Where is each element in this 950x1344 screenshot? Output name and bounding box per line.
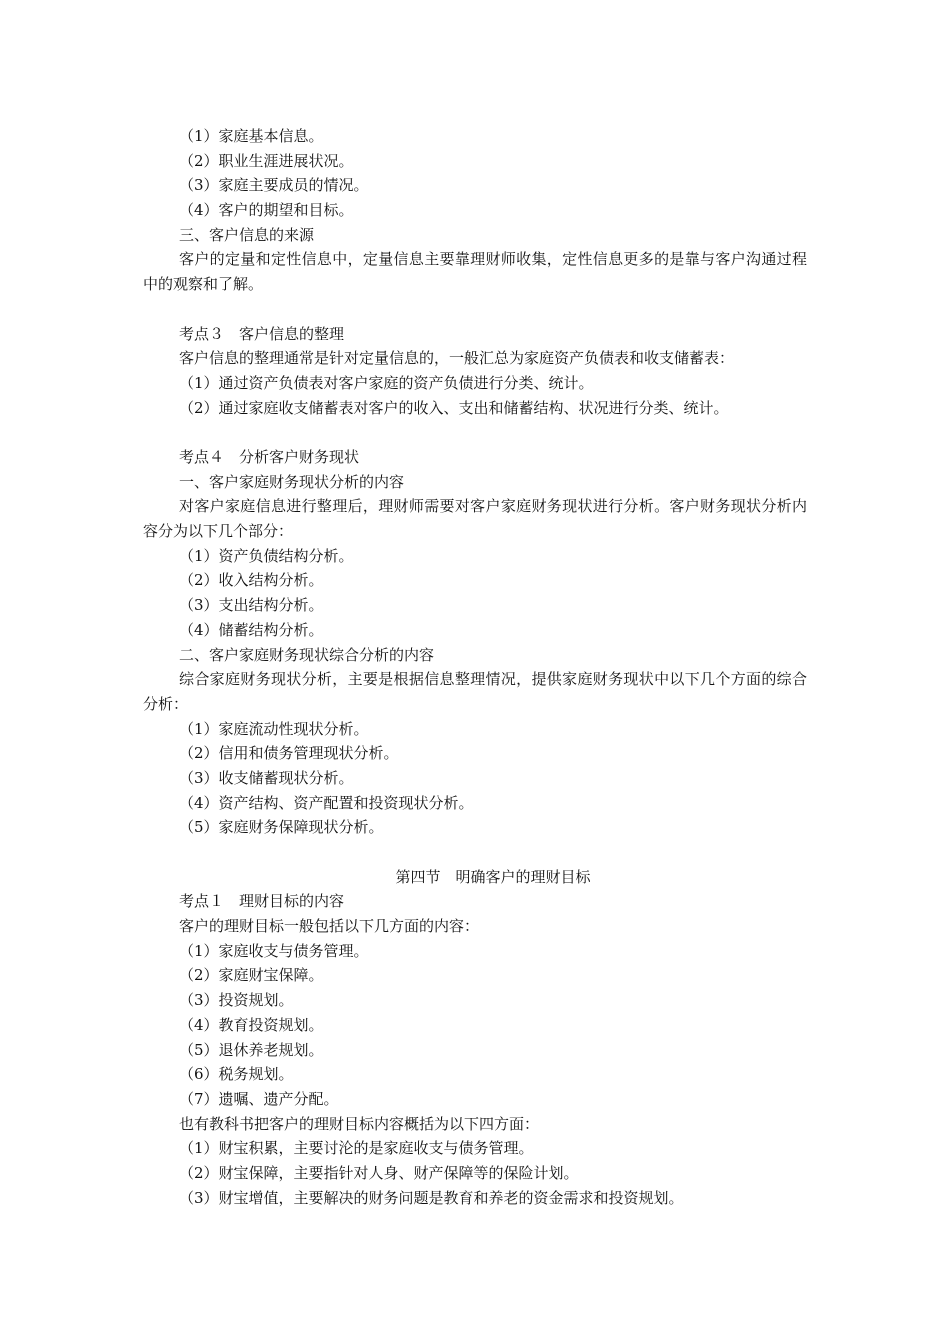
list-item: （1）家庭收支与债务管理。 — [179, 941, 369, 960]
document-body — [143, 124, 807, 1210]
list-item: （3）财宝增值，主要解决的财务问题是教育和养老的资金需求和投资规划。 — [179, 1188, 684, 1207]
paragraph: 客户信息的整理通常是针对定量信息的，一般汇总为家庭资产负债表和收支储蓄表： — [179, 349, 735, 368]
paragraph: 对客户家庭信息进行整理后，理财师需要对客户家庭财务现状进行分析。客户财务现状分析内容分为以下几个部分： — [143, 497, 807, 541]
list-item: （3）家庭主要成员的情况。 — [179, 176, 369, 195]
section-heading: 三、客户信息的来源 — [179, 225, 315, 244]
section-title: 第四节 明确客户的理财目标 — [395, 867, 591, 886]
list-item: （3）收支储蓄现状分析。 — [179, 768, 354, 787]
list-item: （7）遗嘱、遗产分配。 — [179, 1089, 339, 1108]
list-item: （1）财宝积累，主要讨沦的是家庭收支与债务管理。 — [179, 1139, 534, 1158]
section-heading: 客户的理财目标一般包括以下几方面的内容： — [179, 917, 480, 936]
list-item: （5）退休养老规划。 — [179, 1040, 324, 1059]
list-item: （4）储蓄结构分析。 — [179, 620, 324, 639]
list-item: （1）家庭流动性现状分析。 — [179, 719, 369, 738]
paragraph: 综合家庭财务现状分析，主要是根据信息整理情况，提供家庭财务现状中以下几个方面的综合分析： — [143, 670, 807, 713]
blank-line — [143, 420, 807, 445]
list-item: （2）财宝保障，主要指针对人身、财产保障等的保险计划。 — [179, 1163, 579, 1182]
exam-point-title: 考点１ 理财目标的内容 — [179, 892, 345, 911]
list-item: （2）职业生涯进展状况。 — [179, 151, 354, 170]
exam-point-title: 考点４ 分析客户财务现状 — [179, 447, 360, 466]
exam-point-title: 考点３ 客户信息的整理 — [179, 324, 345, 343]
list-item: （4）客户的期望和目标。 — [179, 201, 354, 220]
blank-line — [143, 297, 807, 322]
list-item: （3）投资规划。 — [179, 991, 294, 1010]
section-heading: 也有教科书把客户的理财目标内容概括为以下四方面： — [179, 1114, 540, 1133]
list-item: （2）家庭财宝保障。 — [179, 966, 324, 985]
list-item: （4）教育投资规划。 — [179, 1015, 324, 1034]
list-item: （5）家庭财务保障现状分析。 — [179, 818, 384, 837]
paragraph: 客户的定量和定性信息中，定量信息主要靠理财师收集，定性信息更多的是靠与客户沟通过程中的观察和了解。 — [143, 250, 807, 294]
list-item: （1）资产负债结构分析。 — [179, 546, 354, 565]
list-item: （4）资产结构、资产配置和投资现状分析。 — [179, 793, 474, 812]
list-item: （1）通过资产负债表对客户家庭的资产负债进行分类、统计。 — [179, 373, 594, 392]
list-item: （6）税务规划。 — [179, 1065, 294, 1084]
list-item: （2）信用和债务管理现状分析。 — [179, 744, 399, 763]
section-heading: 一、客户家庭财务现状分析的内容 — [179, 472, 405, 491]
list-item: （2）通过家庭收支储蓄表对客户的收入、支出和储蓄结构、状况进行分类、统计。 — [179, 398, 729, 417]
list-item: （2）收入结构分析。 — [179, 571, 324, 590]
blank-line — [143, 840, 807, 865]
section-heading: 二、客户家庭财务现状综合分析的内容 — [179, 645, 435, 664]
list-item: （3）支出结构分析。 — [179, 596, 324, 615]
list-item: （1）家庭基本信息。 — [179, 127, 324, 145]
